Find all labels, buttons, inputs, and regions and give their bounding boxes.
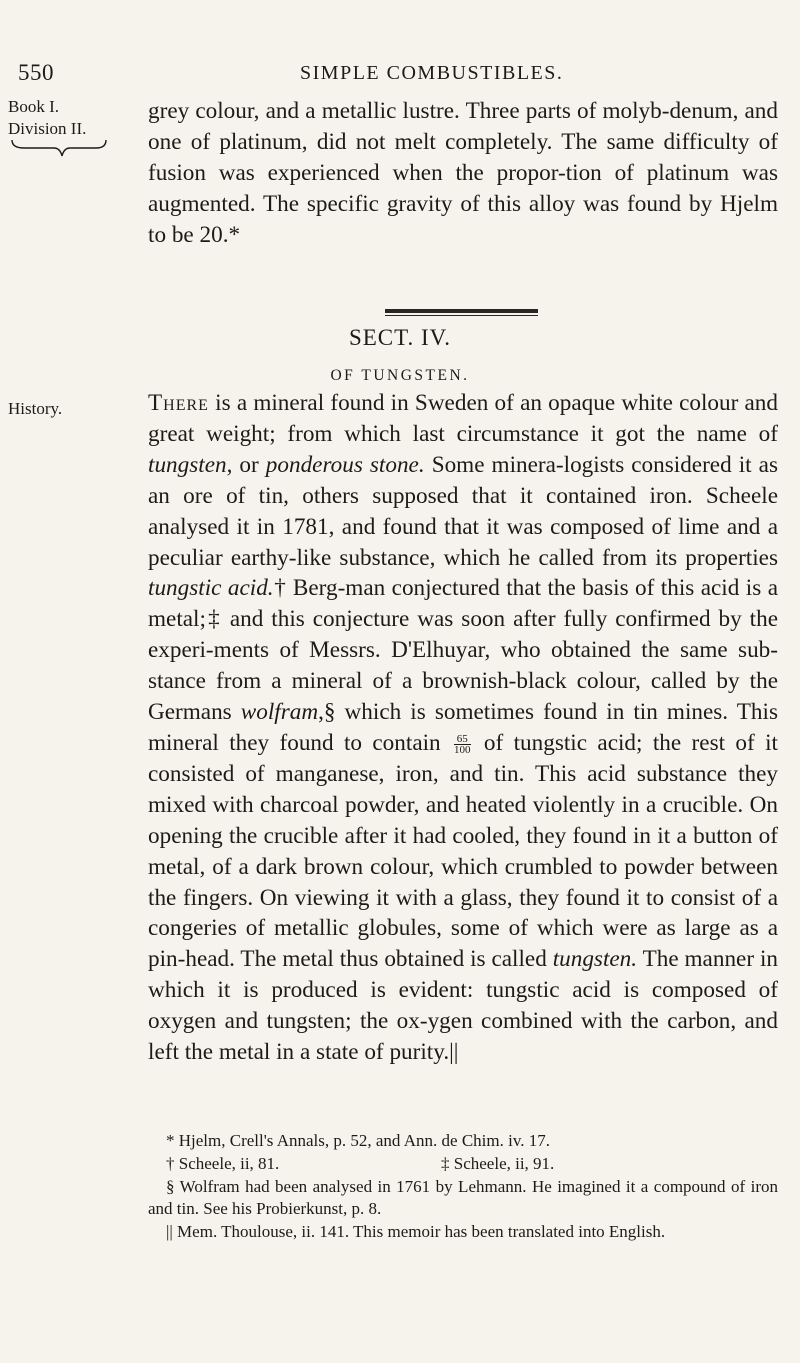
margin-division-label: Division II.	[8, 119, 87, 138]
running-head: SIMPLE COMBUSTIBLES.	[300, 62, 564, 84]
footnotes	[148, 1130, 778, 1244]
section-subtitle: OF TUNGSTEN.	[330, 367, 470, 384]
footnote-scheele-91: ‡ Scheele, ii, 91.	[441, 1153, 555, 1173]
footnote-scheele-81: † Scheele, ii, 81.	[166, 1153, 280, 1173]
term-ponderous-stone: ponderous stone.	[265, 451, 425, 478]
footnote-wolfram: § Wolfram had been analysed in 1761 by Lehmann. He imagined it a compound of iron and tin. See his Probierkunst, p. 8.	[148, 1176, 778, 1219]
margin-note-book-division	[8, 96, 86, 140]
page-header	[0, 60, 800, 100]
paragraph-tungsten-history: There is a mineral found in Sweden of an opaque white colour and great weight; from which last circumstance it got the name of tungsten, or ponderous stone. Some minera-logists considered it as an ore of tin, others supposed that it contained iron. Scheele analysed it in 1781, and found that it was composed of lime and a peculiar earthy-like substance, which he called from its properties tungstic acid.† Berg-man conjectured that the basis of this acid is a metal;‡ and this conjecture was soon after fully confirmed by the experi-ments of Messrs. D'Elhuyar, who obtained the same sub-stance from a mineral of a brownish-black colour, called by the Germans wolfram,§ which is sometimes found in tin mines. This mineral they found to contain $\frac{65}{100}$ of tungstic acid; the rest of it consisted of manganese, iron, and tin. This acid substance they mixed with charcoal powder, and heated violently in a crucible. On opening the crucible after it had cooled, they found in it a button of metal, of a dark brown colour, which crumbled to powder between the fingers. On viewing it with a glass, they found it to consist of a congeries of metallic globules, some of which were as large as a pin-head. The metal thus obtained is called tungsten. The manner in which it is produced is evident: tungstic acid is composed of oxygen and tungsten; the ox-ygen combined with the carbon, and left the metal in a state of purity.||	[148, 390, 778, 1066]
footnote-thoulouse: || Mem. Thoulouse, ii. 141. This memoir has been translated into English.	[166, 1222, 666, 1242]
section-divider	[385, 309, 538, 317]
paragraph-alloy: grey colour, and a metallic lustre. Three parts of molyb-denum, and one of platinum, did not melt completely. The same difficulty of fusion was experienced when the propor-tion of platinum was augmented. The specific gravity of this alloy was found by Hjelm to be 20.*	[148, 98, 778, 248]
term-tungstic-acid: tungstic acid.	[148, 575, 274, 602]
margin-brace-icon	[10, 138, 110, 158]
page-number: 550	[18, 60, 54, 85]
term-tungsten: tungsten	[148, 451, 227, 478]
paragraph-lead-word: There	[148, 390, 209, 416]
fraction: $\frac{65}{100}$	[454, 733, 471, 757]
margin-book-label: Book I.	[8, 97, 59, 116]
footnote-scheele-row	[148, 1153, 778, 1176]
margin-note-history: History.	[8, 399, 63, 418]
footnote-hjelm: * Hjelm, Crell's Annals, p. 52, and Ann. de Chim. iv. 17.	[166, 1131, 550, 1150]
term-tungsten-metal: tungsten.	[552, 946, 638, 973]
section-title: SECT. IV.	[348, 325, 452, 350]
term-wolfram: wolfram	[240, 699, 319, 726]
